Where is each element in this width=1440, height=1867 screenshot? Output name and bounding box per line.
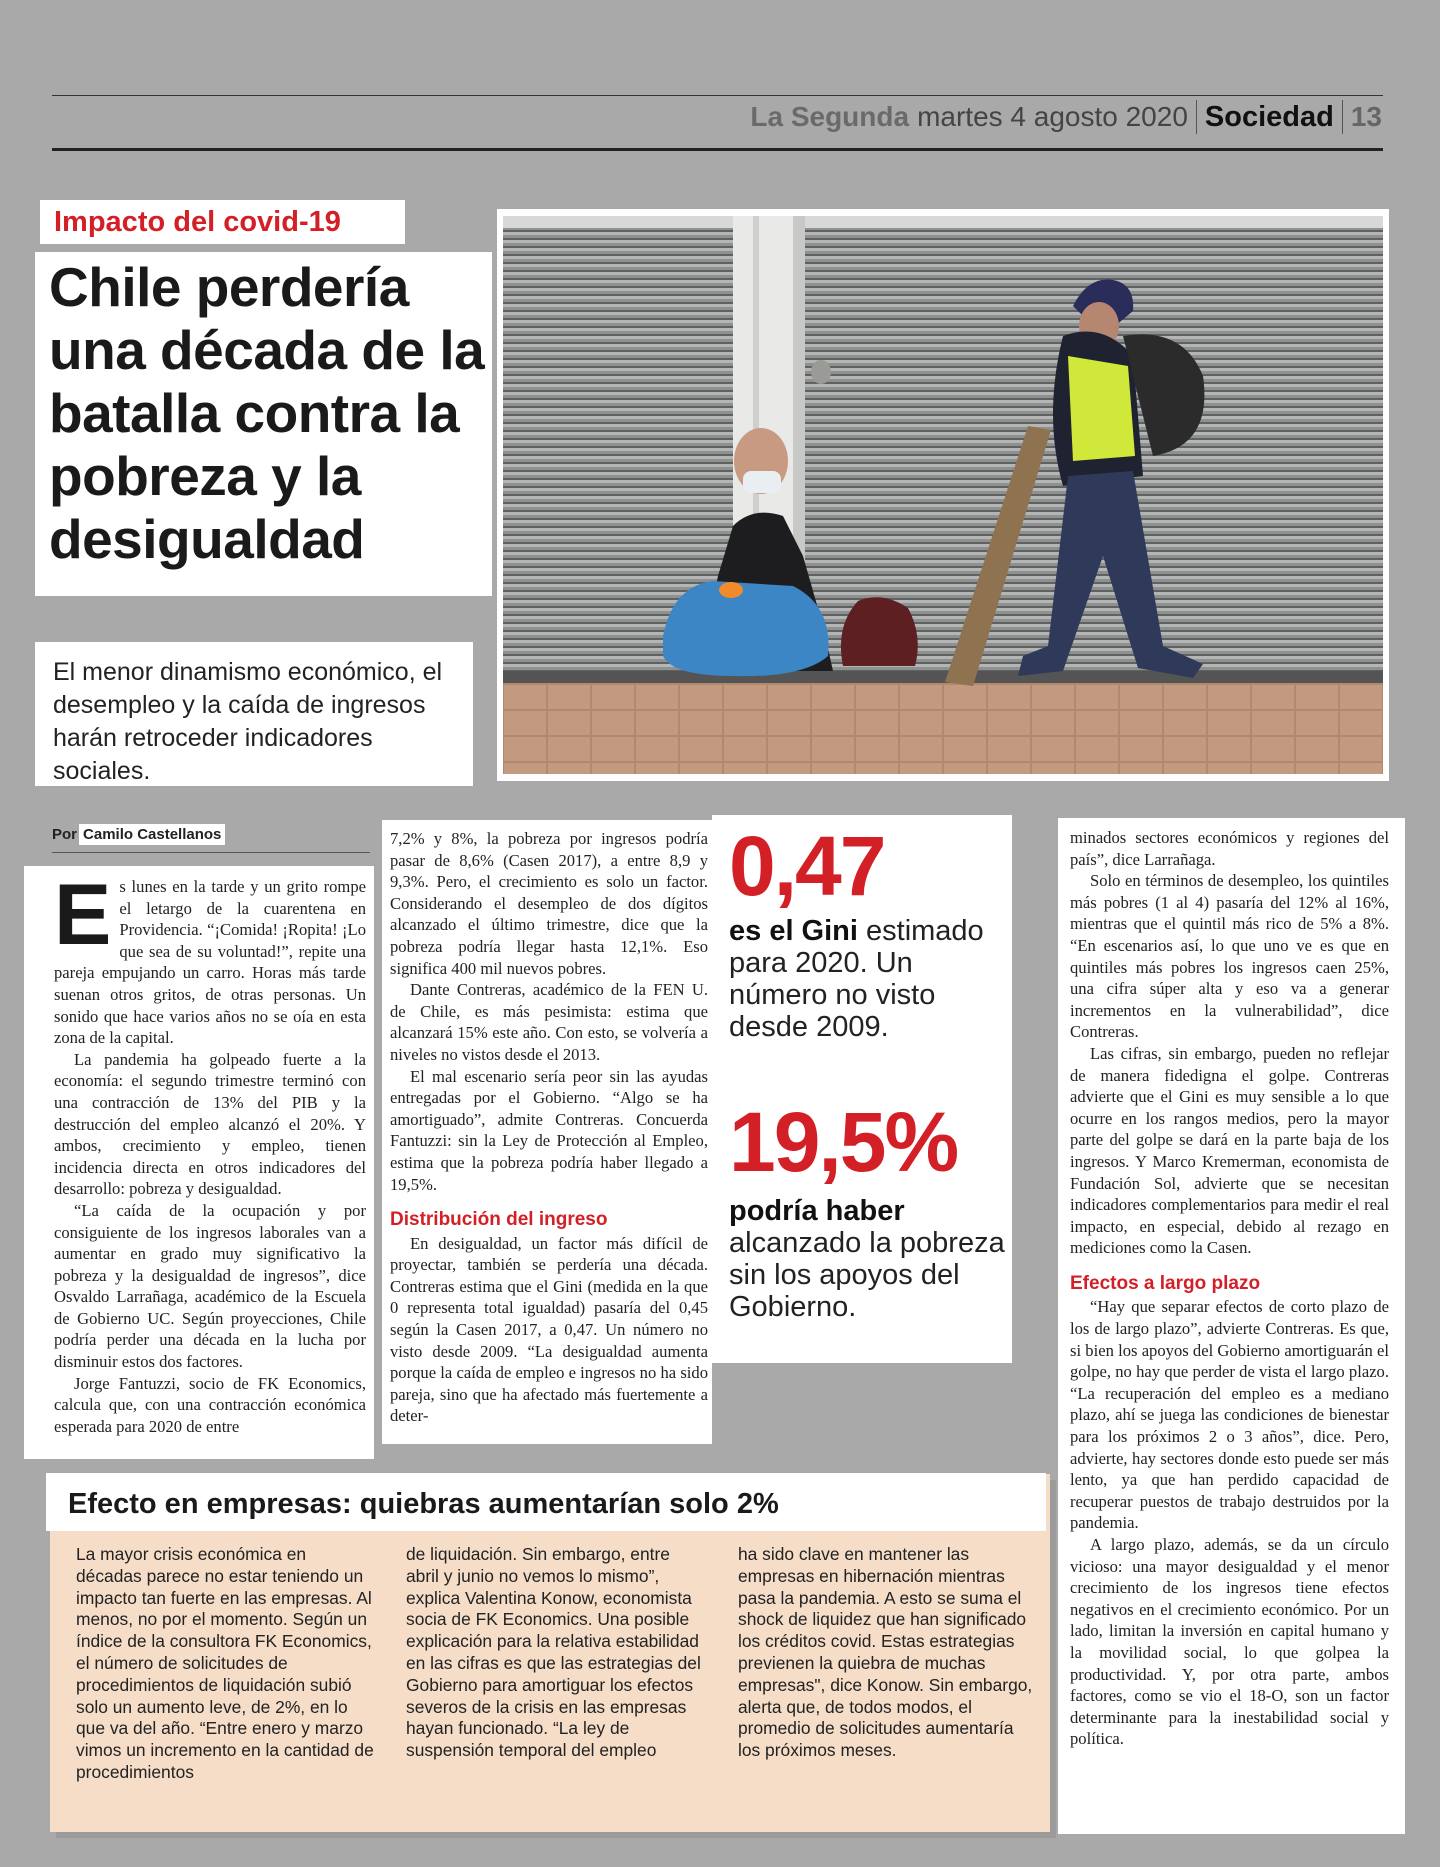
headline: Chile perdería una década de la batalla contra la pobreza y la desigualdad bbox=[49, 256, 485, 570]
poverty-caption bbox=[729, 1195, 1014, 1323]
paragraph: minados sectores económicos y regiones del país”, dice Larrañaga. bbox=[1070, 828, 1389, 869]
page-number: 13 bbox=[1350, 101, 1382, 132]
byline-prefix: Por bbox=[52, 826, 78, 843]
paragraph: Dante Contreras, académico de la FEN U. de Chile, es más pesimista: estima que alcanzará 15% este año. Con esto, se volvería a niveles no vistos desde el 2013. bbox=[390, 980, 708, 1064]
paragraph: El mal escenario sería peor sin las ayudas entregadas por el Gobierno. “Algo se ha amortiguado”, admite Contreras. Concuerda Fantuzzi: sin la Ley de Protección al Empleo, estima que la pobreza podría haber llegado a 19,5%. bbox=[390, 1066, 708, 1194]
sidebar-column-1: La mayor crisis económica en décadas parece no estar teniendo un impacto tan fuerte en las empresas. Al menos, no por el momento. Según un índice de la consultora FK Economics, el número de solicitudes de procedimientos de liquidación subió solo un aumento leve, de 2%, en lo que va del año. “Entre enero y marzo vimos un incremento en la cantidad de procedimientos bbox=[76, 1544, 374, 1782]
poverty-figure: 19,5% bbox=[729, 1095, 958, 1189]
business-sidebar bbox=[50, 1474, 1050, 1832]
deck: El menor dinamismo económico, el desempleo y la caída de ingresos harán retroceder indicadores sociales. bbox=[53, 658, 443, 785]
gini-caption-text: estimado para 2020. Un número no visto desde 2009. bbox=[729, 915, 984, 1043]
sidebar-header bbox=[46, 1473, 1046, 1531]
dropcap: E bbox=[54, 867, 112, 963]
paragraph: “La caída de la ocupación y por consiguiente de los ingresos laborales van a aumentar en grado muy significativo la pobreza y la desigualdad de ingresos”, dice Osvaldo Larrañaga, académico de la Escuela de Gobierno UC. Según proyecciones, Chile podría perder una década en la lucha por disminuir estos dos factores. bbox=[54, 1200, 366, 1372]
article-column-2 bbox=[382, 820, 712, 1444]
byline-rule bbox=[52, 852, 370, 853]
paragraph: Las cifras, sin embargo, pueden no reflejar de manera fidedigna el golpe. Contreras advierte que el Gini es muy sensible a lo que ocurre en los rangos medios, pero la mayor parte del golpe se dará en la parte baja de los ingresos. Y Marco Kremerman, economista de Fundación Sol, advierte que se necesitan indicadores complementarios para medir el real impacto, en especial, debido al rezago en mediciones como la Casen. bbox=[1070, 1043, 1389, 1258]
headline-box bbox=[35, 252, 492, 596]
section-name: Sociedad bbox=[1204, 100, 1334, 133]
top-rule bbox=[52, 95, 1383, 96]
paragraph: s lunes en la tarde y un grito rompe el letargo de la cuarentena en Providencia. “¡Comida! ¡Ropita! ¡Lo que sea de su voluntad!”, repite una pareja empujando un carro. Horas más tarde suenan otros gritos, de otras personas. Un sonido que hace varios años no se oía en esta zona de la capital. bbox=[54, 877, 366, 1048]
masthead-divider bbox=[1196, 100, 1197, 134]
paragraph: Solo en términos de desempleo, los quintiles más pobres (1 al 4) pasaría del 12% al 16%, mientras que el quintil más rico de 5% a 8%. “En escenarios así, lo que uno ve es que en quintiles más pobres los ingresos caen 25%, una cifra súper alta y eso va a generar incrementos en la vulnerabilidad”, dice Contreras. bbox=[1070, 871, 1389, 1042]
gini-figure: 0,47 bbox=[729, 819, 885, 913]
paper-name: La Segunda bbox=[750, 101, 910, 132]
sidebar-title: Efecto en empresas: quiebras aumentarían solo 2% bbox=[68, 1488, 779, 1520]
sidebar-column-2: de liquidación. Sin embargo, entre abril y junio no vemos lo mismo”, explica Valentina Konow, economista socia de FK Economics. Una posible explicación para la relativa estabilidad en las cifras es que las estrategias del Gobierno para amortiguar los efectos severos de la crisis en las empresas hayan funcionado. “La ley de suspensión temporal del empleo bbox=[406, 1544, 701, 1761]
sidebar-column-3: ha sido clave en mantener las empresas en hibernación mientras pasa la pandemia. A esto se suma el shock de liquidez que han significado los créditos covid. Estas estrategias previenen la quiebra de muchas empresas", dice Konow. Sin embargo, alerta que, de todos modos, el promedio de solicitudes aumentaría los próximos meses. bbox=[738, 1544, 1033, 1761]
article-photo bbox=[497, 209, 1389, 781]
stats-box bbox=[712, 815, 1012, 1363]
poverty-caption-bold: podría haber bbox=[729, 1195, 905, 1227]
gini-caption bbox=[729, 915, 1014, 1043]
kicker-box bbox=[40, 200, 405, 244]
paragraph: En desigualdad, un factor más difícil de proyectar, también se perdería una década. Contreras estima que el Gini (medida en la que 0 representa total igualdad) pasaría del 0,45 según la Casen 2017, a 0,47. Un número no visto desde 2009. “La desigualdad aumenta porque la caída de empleo e ingresos no ha sido pareja, sino que ha afectado más fuertemente a deter- bbox=[390, 1233, 708, 1426]
issue-date: martes 4 agosto 2020 bbox=[917, 101, 1188, 132]
byline bbox=[52, 826, 225, 843]
masthead-divider bbox=[1342, 100, 1343, 134]
paragraph: A largo plazo, además, se da un círculo vicioso: una mayor desigualdad y el menor crecimiento de los ingresos tiene efectos negativos en el crecimiento económico. Por un lado, limitan la inversión en capital humano y la movilidad social, lo que golpea la productividad. Y, por otra parte, ambos factores, como se vio el 18-O, son un factor determinante para la inestabilidad social y política. bbox=[1070, 1535, 1389, 1749]
subhead-long-term: Efectos a largo plazo bbox=[1070, 1272, 1261, 1294]
kicker: Impacto del covid-19 bbox=[54, 206, 341, 238]
poverty-caption-text: alcanzado la pobreza sin los apoyos del Gobierno. bbox=[729, 1227, 1005, 1323]
header-rule bbox=[52, 148, 1383, 151]
street-scene-illustration bbox=[503, 216, 1383, 774]
subhead-income: Distribución del ingreso bbox=[390, 1209, 608, 1231]
paragraph: “Hay que separar efectos de corto plazo de los de largo plazo”, advierte Contreras. Es que, si bien los apoyos del Gobierno amortiguarán el golpe, no hay que perder de vista el largo plazo. “La recuperación del empleo es a mediano plazo, ahí se juega las condiciones de bienestar para los próximos 2 o 3 años”, dice. Pero, advierte, hay sectores donde esto puede ser más lento, ya que han perdido capacidad de recuperar puestos de trabajo destruidos por la pandemia. bbox=[1070, 1297, 1389, 1533]
gini-caption-bold: es el Gini bbox=[729, 915, 858, 947]
paragraph: 7,2% y 8%, la pobreza por ingresos podría pasar de 8,6% (Casen 2017), a entre 8,9 y 9,3%. Pero, el crecimiento es solo un factor. Considerando el desempleo de dos dígitos alcanzado el último trimestre, dice que la pobreza podría llegar hasta 12,1%. Eso significa 400 mil nuevos pobres. bbox=[390, 829, 708, 978]
deck-box bbox=[35, 642, 473, 786]
author-name: Camilo Castellanos bbox=[79, 824, 225, 845]
masthead bbox=[750, 100, 1382, 134]
article-column-1 bbox=[24, 866, 374, 1459]
article-column-4 bbox=[1058, 818, 1405, 1834]
paragraph: La pandemia ha golpeado fuerte a la economía: el segundo trimestre terminó con una contracción de 13% del PIB y la destrucción del empleo alcanzó el 20%. Y ambos, crecimiento y empleo, tienen incidencia directa en otros indicadores del desarrollo: pobreza y desigualdad. bbox=[54, 1049, 366, 1199]
paragraph: Jorge Fantuzzi, socio de FK Economics, calcula que, con una contracción económica esperada para 2020 de entre bbox=[54, 1373, 366, 1436]
